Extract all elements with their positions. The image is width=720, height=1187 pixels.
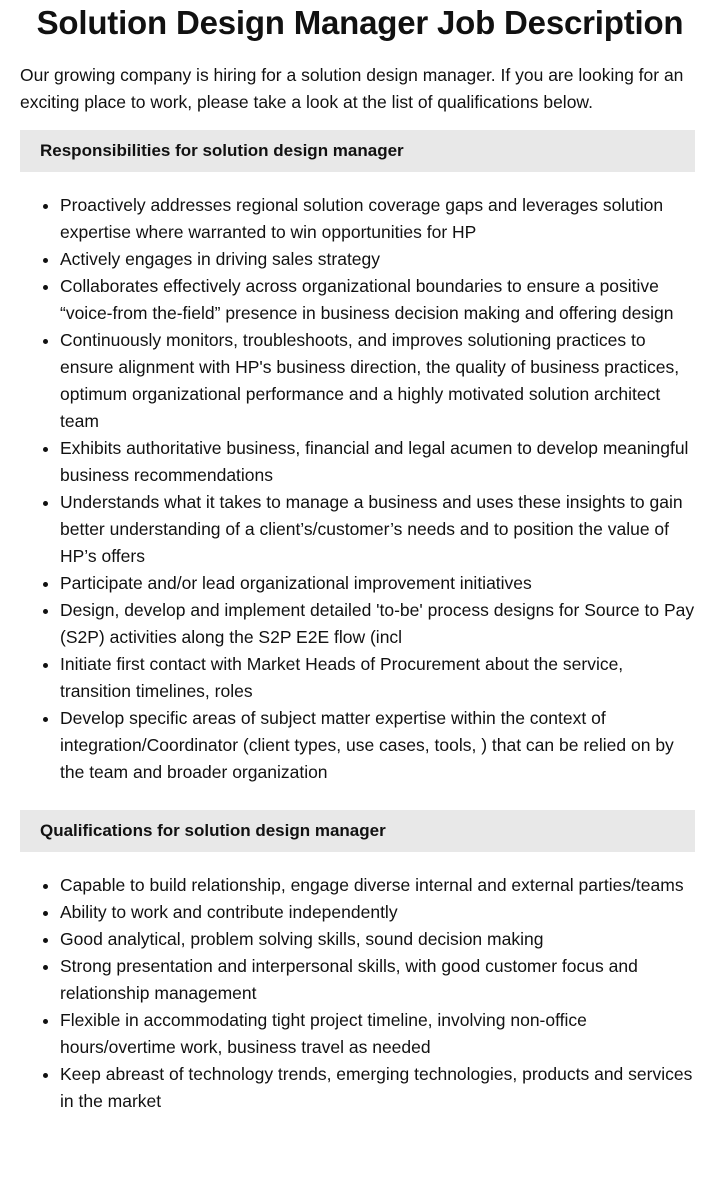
list-item: • Proactively addresses regional solution coverage gaps and leverages solution expertise where warranted to win opportunities for HP	[60, 192, 695, 246]
list-item: • Understands what it takes to manage a business and uses these insights to gain better understanding of a client’s/customer’s needs and to position the value of HP’s offers	[60, 489, 695, 570]
list-item: • Ability to work and contribute independently	[60, 899, 695, 926]
list-item: • Good analytical, problem solving skills, sound decision making	[60, 926, 695, 953]
list-item: • Continuously monitors, troubleshoots, and improves solutioning practices to ensure alignment with HP's business direction, the quality of business practices, optimum organizational performance and a highly motivated solution architect team	[60, 327, 695, 435]
intro-paragraph: Our growing company is hiring for a solution design manager. If you are looking for an exciting place to work, please take a look at the list of qualifications below.	[20, 65, 684, 112]
list-item: • Flexible in accommodating tight project timeline, involving non-office hours/overtime work, business travel as needed	[60, 1007, 695, 1061]
responsibilities-heading: Responsibilities for solution design manager	[20, 130, 695, 172]
qualifications-heading: Qualifications for solution design manager	[20, 810, 695, 852]
page-title: Solution Design Manager Job Description	[36, 4, 684, 41]
list-item: • Collaborates effectively across organizational boundaries to ensure a positive “voice-from the-field” presence in business decision making and offering design	[60, 273, 695, 327]
list-item: • Keep abreast of technology trends, emerging technologies, products and services in the market	[60, 1061, 695, 1115]
list-item: • Actively engages in driving sales strategy	[60, 246, 695, 273]
list-item: • Participate and/or lead organizational improvement initiatives	[60, 570, 695, 597]
list-item: • Initiate first contact with Market Heads of Procurement about the service, transition timelines, roles	[60, 651, 695, 705]
list-item: • Design, develop and implement detailed 'to-be' process designs for Source to Pay (S2P) activities along the S2P E2E flow (incl	[60, 597, 695, 651]
list-item: • Strong presentation and interpersonal skills, with good customer focus and relationship management	[60, 953, 695, 1007]
qualifications-list	[20, 872, 695, 1115]
list-item: • Capable to build relationship, engage diverse internal and external parties/teams	[60, 872, 695, 899]
list-item: • Develop specific areas of subject matter expertise within the context of integration/Coordinator (client types, use cases, tools, ) that can be relied on by the team and broader organization	[60, 705, 695, 786]
responsibilities-list	[20, 192, 695, 786]
list-item: • Exhibits authoritative business, financial and legal acumen to develop meaningful business recommendations	[60, 435, 695, 489]
